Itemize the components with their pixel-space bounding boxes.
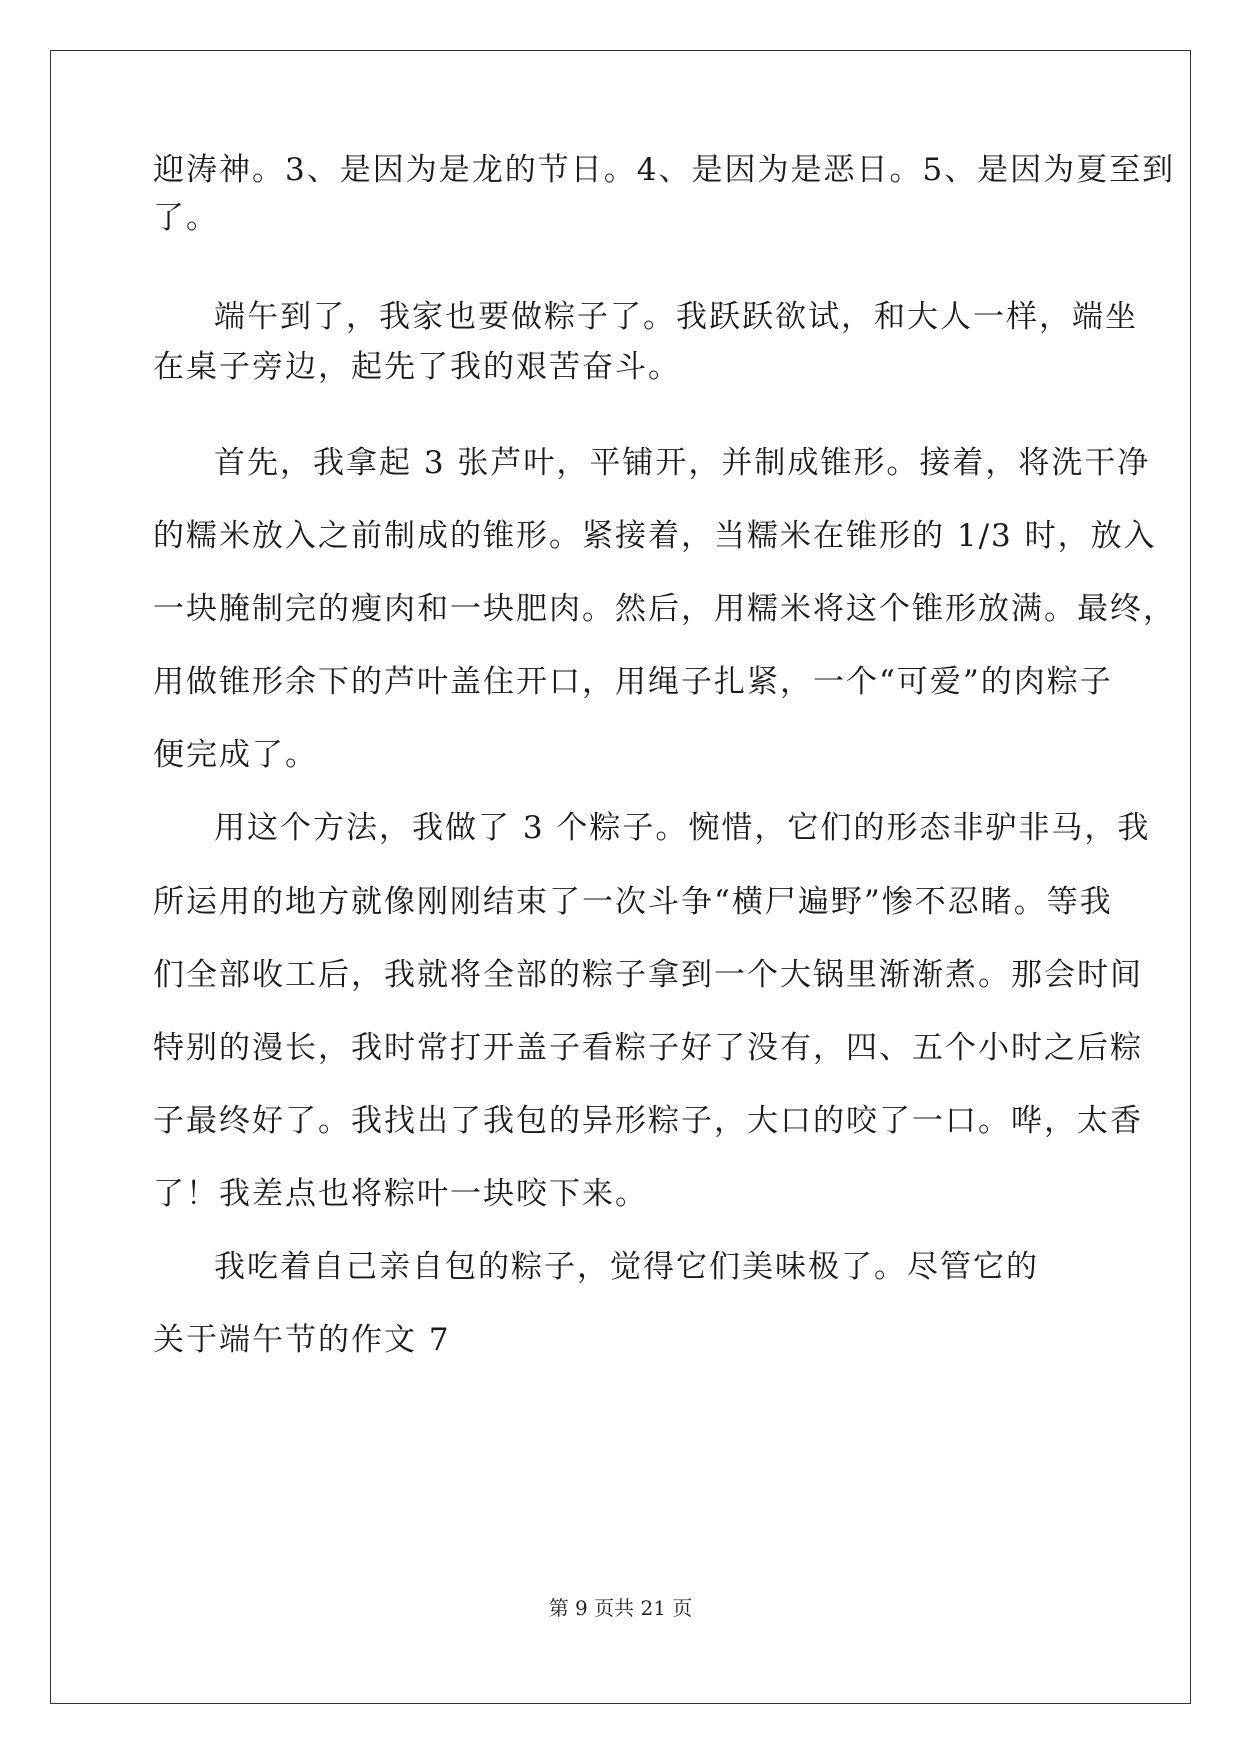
text-line: 首先，我拿起 3 张芦叶，平铺开，并制成锥形。接着，将洗干净: [214, 445, 1151, 481]
page-total: 共 21 页: [614, 1596, 693, 1620]
text-line: 了。: [153, 200, 219, 236]
text-line: 迎涛神。3、是因为是龙的节日。4、是因为是恶日。5、是因为夏至到: [153, 152, 1176, 188]
text-line: 在桌子旁边，起先了我的艰苦奋斗。: [153, 349, 681, 385]
text-line: 子最终好了。我找出了我包的异形粽子，大口的咬了一口。哗，太香: [153, 1103, 1143, 1139]
text-line: 的糯米放入之前制成的锥形。紧接着，当糯米在锥形的 1/3 时，放入: [153, 518, 1157, 554]
text-line: 所运用的地方就像刚刚结束了一次斗争“横尸遍野”惨不忍睹。等我: [153, 884, 1113, 920]
text-line: 用做锥形余下的芦叶盖住开口，用绳子扎紧，一个“可爱”的肉粽子: [153, 664, 1113, 700]
section-heading: 关于端午节的作文 7: [153, 1322, 451, 1358]
text-line: 们全部收工后，我就将全部的粽子拿到一个大锅里渐渐煮。那会时间: [153, 957, 1143, 993]
text-line: 一块腌制完的瘦肉和一块肥肉。然后，用糯米将这个锥形放满。最终，: [153, 591, 1176, 627]
text-line: 便完成了。: [153, 737, 318, 773]
text-line: 用这个方法，我做了 3 个粽子。惋惜，它们的形态非驴非马，我: [214, 810, 1151, 846]
text-line: 了！我差点也将粽叶一块咬下来。: [153, 1176, 648, 1212]
page-number: 第 9 页: [548, 1596, 615, 1620]
text-line: 端午到了，我家也要做粽子了。我跃跃欲试，和大人一样，端坐: [214, 299, 1138, 335]
text-line: 特别的漫长，我时常打开盖子看粽子好了没有，四、五个小时之后粽: [153, 1030, 1143, 1066]
text-line: 我吃着自己亲自包的粽子，觉得它们美味极了。尽管它的: [214, 1249, 1039, 1285]
page-footer: [0, 1595, 1241, 1621]
